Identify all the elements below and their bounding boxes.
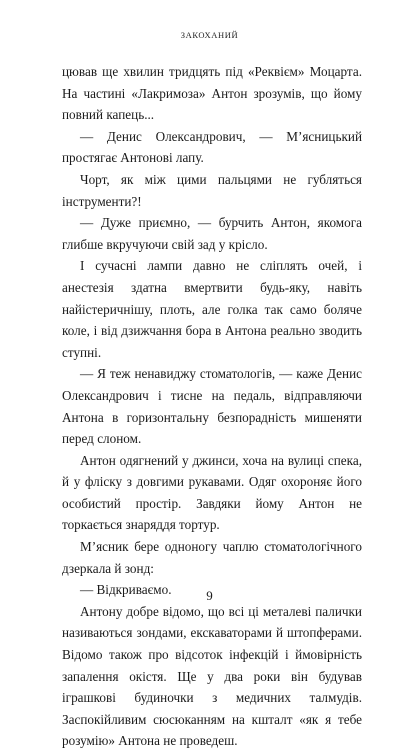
paragraph-9: — Відкриваємо. — [80, 582, 172, 598]
paragraph-10: Антону добре відомо, що всі ці металеві палички називаються зондами, екскаваторами й штопферами. Відомо також про відсоток інфекцій і ймовірність запалення окістя. Ще у два роки він будував іграшкові будиночки з медичних талмудів. Заспокійливим сюсюканням на кшталт «як я тебе розумію» Антона не проведеш. — [62, 603, 362, 749]
paragraph-8: М’ясник бере одноногу чаплю стоматологічного дзеркала й зонд: — [62, 539, 362, 576]
paragraph-1: цював ще хвилин тридцять під «Реквієм» Моцарта. На частині «Лакримоза» Антон зрозумів, що йому повний капець... — [62, 64, 362, 123]
paragraph-4: — Дуже приємно, — бурчить Антон, якомога глибше вкручуючи свій зад у крісло. — [62, 215, 362, 252]
body-text — [62, 61, 362, 752]
paragraph-5: І сучасні лампи давно не сліплять очей, і анестезія здатна вмертвити будь-яку, навіть найістеричнішу, плоть, але голка так само боляче коле, і від дзижчання бора в Антона реально зводить ступні. — [62, 258, 362, 360]
paragraph-7: Антон одягнений у джинси, хоча на вулиці спека, й у фліску з довгими рукавами. Одяг охороняє його особистий простір. Завдяки йому Антон не торкається знаряддя тортур. — [62, 452, 362, 533]
paragraph-3: Чорт, як між цими пальцями не губляться інструменти?! — [62, 171, 362, 209]
paragraph-6: — Я теж ненавиджу стоматологів, — каже Денис Олександрович і тисне на педаль, відправляючи Антона в горизонтальну безпорадність мишеняти перед слоном. — [62, 366, 362, 447]
page-number: 9 — [206, 588, 213, 603]
paragraph-2: — Денис Олександрович, — М’ясницький простягає Антонові лапу. — [62, 128, 362, 166]
running-head: ЗАКОХАНИЙ — [180, 30, 239, 40]
